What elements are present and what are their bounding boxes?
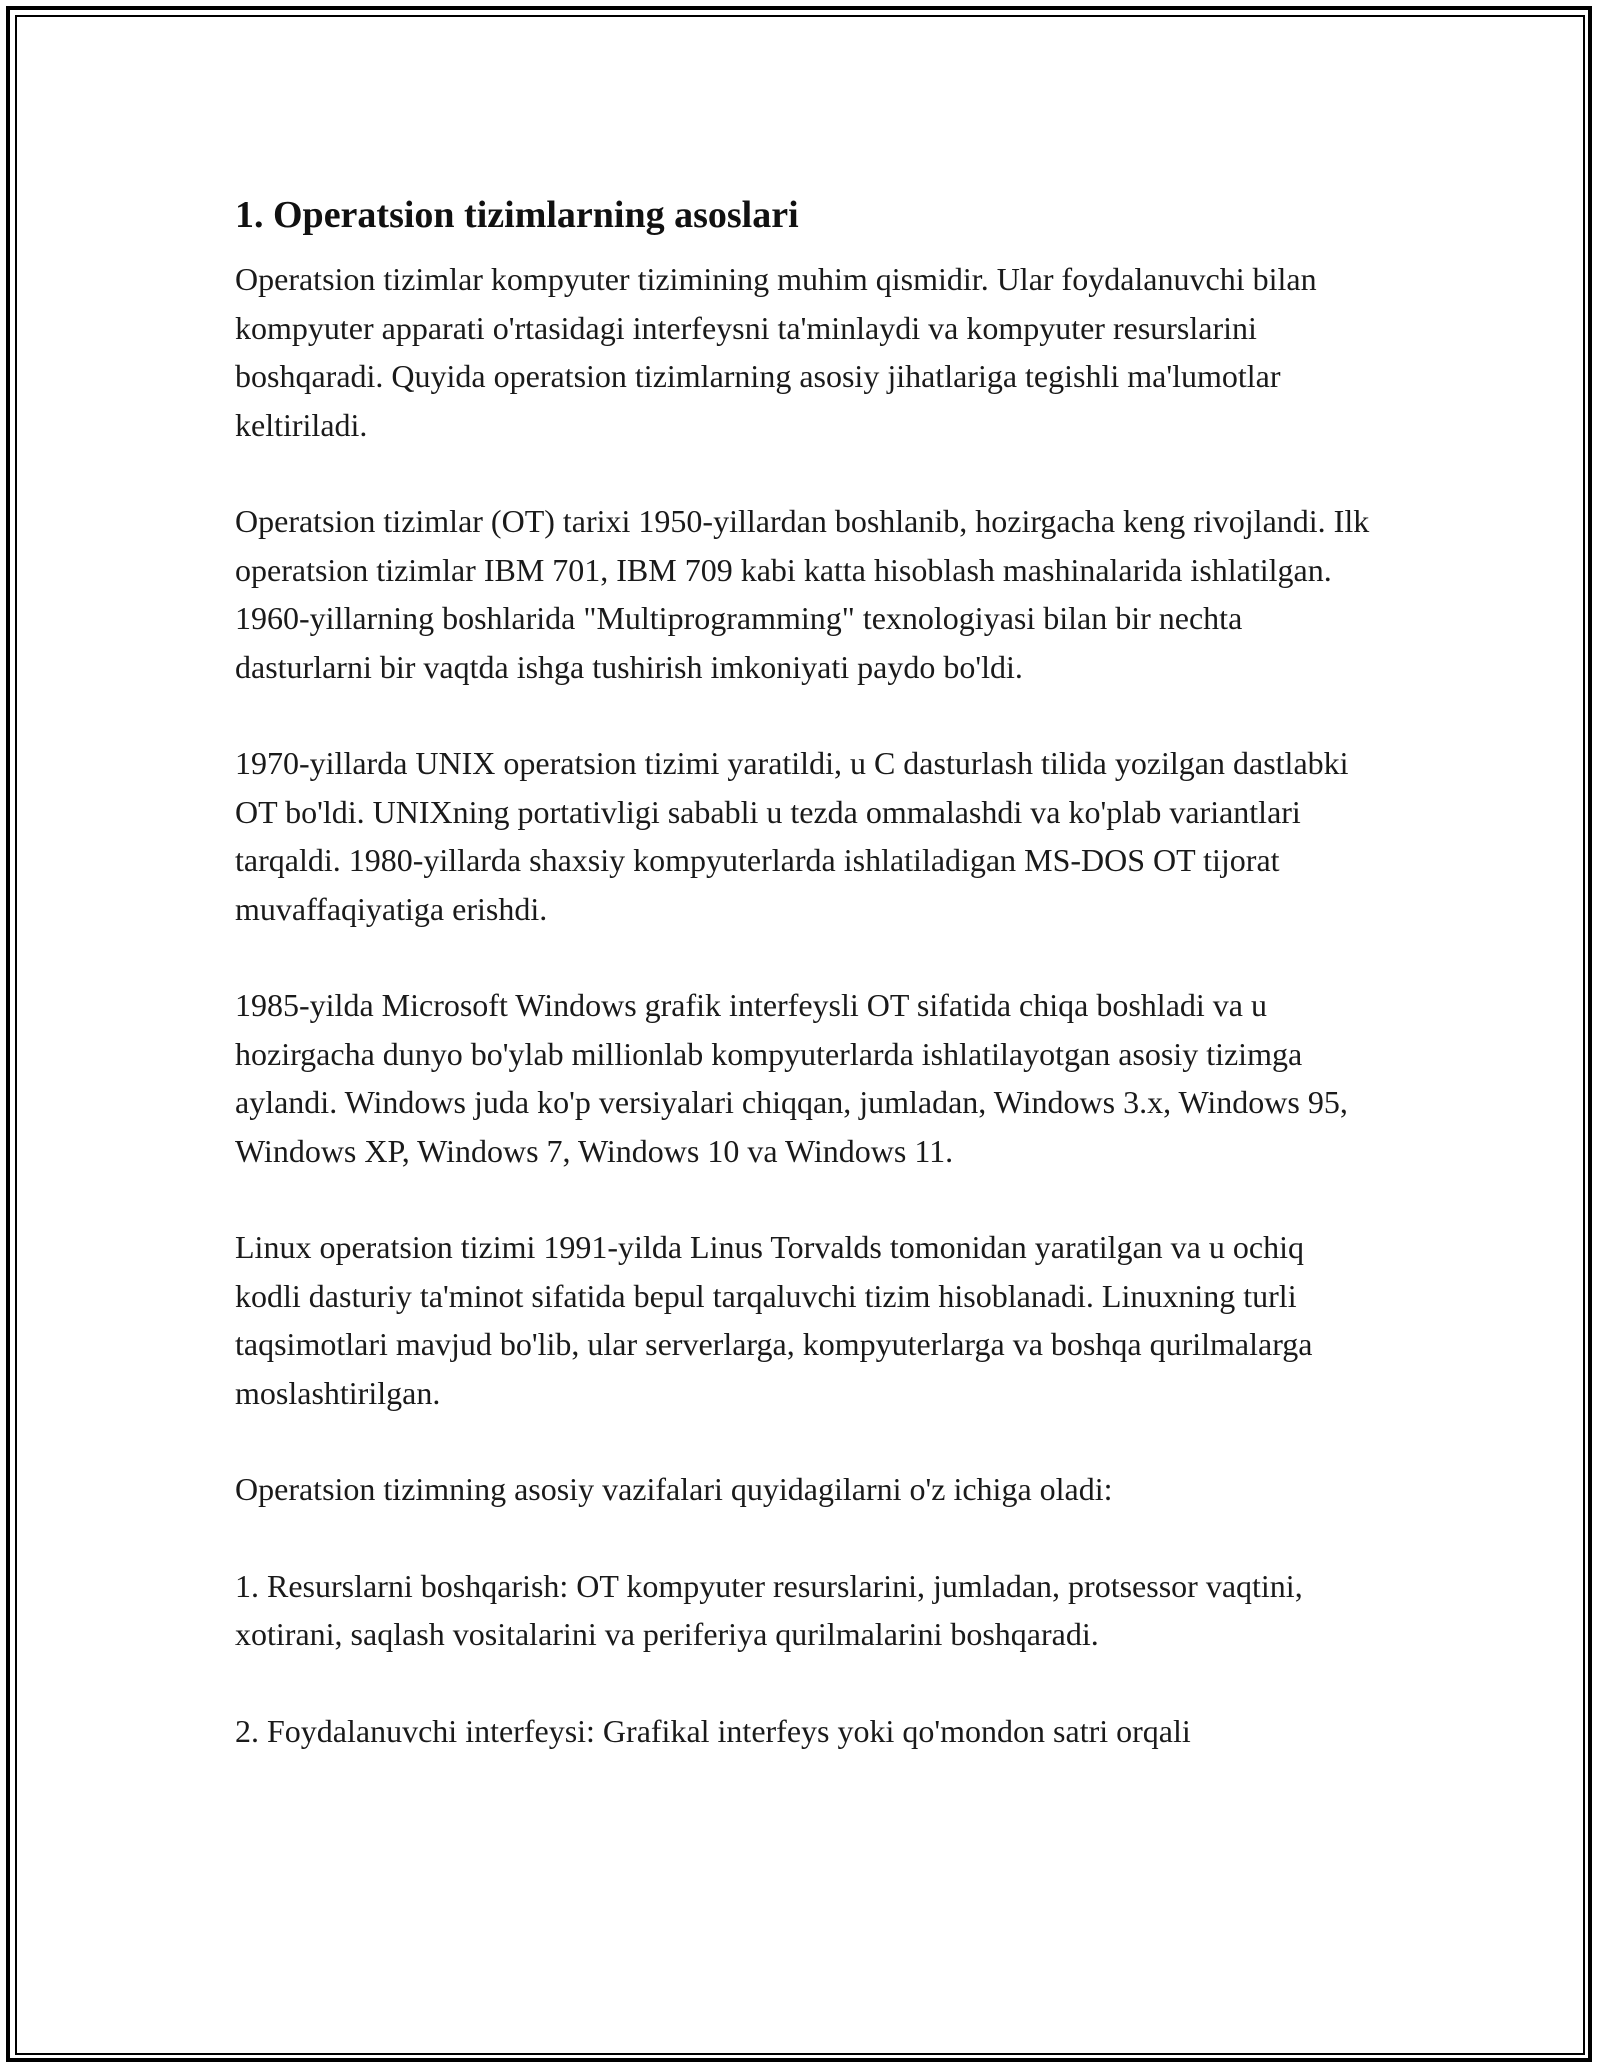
paragraph-unix: 1970-yillarda UNIX operatsion tizimi yaratildi, u C dasturlash tilida yozilgan dastlabki OT bo'ldi. UNIXning portativligi sababli u tezda ommalashdi va ko'plab variantlari tarqaldi. 1980-yillarda shaxsiy kompyuterlarda ishlatiladigan MS-DOS OT tijorat muvaffaqiyatiga erishdi. [235,745,1349,927]
paragraph-history: Operatsion tizimlar (OT) tarixi 1950-yillardan boshlanib, hozirgacha keng rivojlandi. Ilk operatsion tizimlar IBM 701, IBM 709 kabi katta hisoblash mashinalarida ishlatilgan. 1960-yillarning boshlarida "Multiprogramming" texnologiyasi bilan bir nechta dasturlarni bir vaqtda ishga tushirish imkoniyati paydo bo'ldi. [235,503,1370,685]
paragraph-windows: 1985-yilda Microsoft Windows grafik interfeysli OT sifatida chiqa boshladi va u hozirgacha dunyo bo'ylab millionlab kompyuterlarda ishlatilayotgan asosiy tizimga aylandi. Windows juda ko'p versiyalari chiqqan, jumladan, Windows 3.x, Windows 95, Windows XP, Windows 7, Windows 10 va Windows 11. [235,987,1348,1169]
document-body [235,185,1375,1803]
paragraph-intro: Operatsion tizimlar kompyuter tizimining muhim qismidir. Ular foydalanuvchi bilan kompyuter apparati o'rtasidagi interfeysni ta'minlaydi va kompyuter resurslarini boshqaradi. Quyida operatsion tizimlarning asosiy jihatlariga tegishli ma'lumotlar keltiriladi. [235,261,1317,443]
paragraph-linux: Linux operatsion tizimi 1991-yilda Linus Torvalds tomonidan yaratilgan va u ochiq kodli dasturiy ta'minot sifatida bepul tarqaluvchi tizim hisoblanadi. Linuxning turli taqsimotlari mavjud bo'lib, ular serverlarga, kompyuterlarga va boshqa qurilmalarga moslashtirilgan. [235,1229,1313,1411]
paragraph-functions-intro: Operatsion tizimning asosiy vazifalari quyidagilarni o'z ichiga oladi: [235,1471,1113,1507]
section-heading: 1. Operatsion tizimlarning asoslari [235,194,799,236]
list-item-interface: 2. Foydalanuvchi interfeysi: Grafikal interfeys yoki qo'mondon satri orqali [235,1712,1191,1749]
list-item-resources: 1. Resurslarni boshqarish: OT kompyuter resurslarini, jumladan, protsessor vaqtini, xotirani, saqlash vositalarini va periferiya qurilmalarini boshqaradi. [235,1567,1303,1652]
